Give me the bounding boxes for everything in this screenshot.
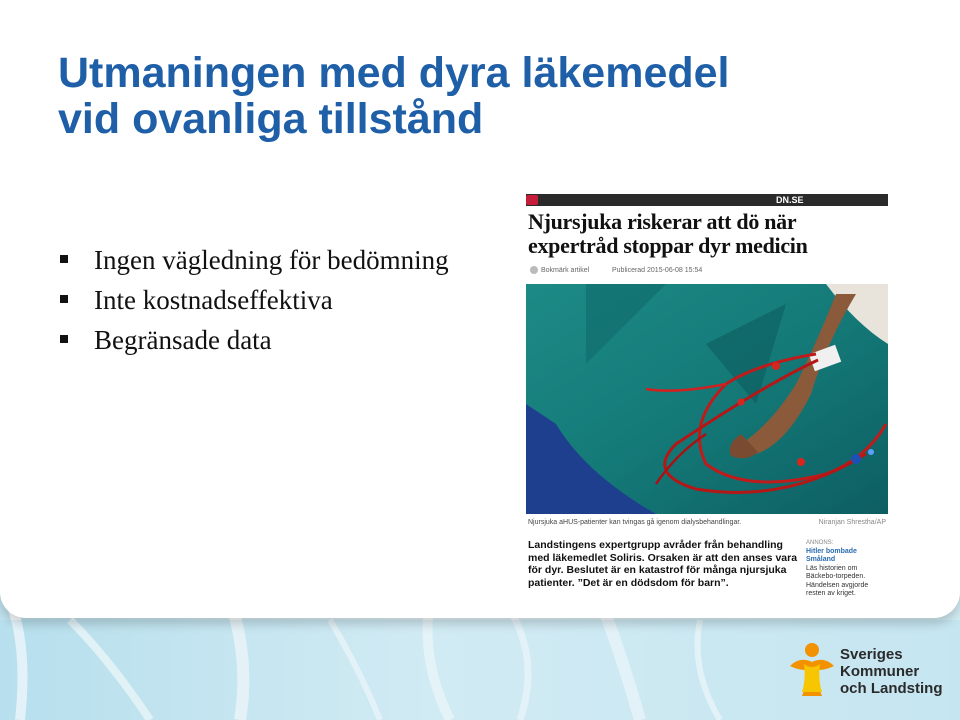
title-line-1: Utmaningen med dyra läkemedel <box>58 49 730 97</box>
ad-title: Hitler bombade Småland <box>806 547 857 563</box>
bookmark-icon <box>530 266 538 274</box>
logo-wordmark <box>840 646 943 697</box>
bullet-text: Begränsade data <box>94 325 272 355</box>
dialysis-photo <box>526 284 888 514</box>
bullet-text: Ingen vägledning för bedömning <box>94 245 449 275</box>
logo-line-2: Kommuner <box>840 663 920 680</box>
news-clipping <box>526 194 888 597</box>
article-meta <box>530 264 886 278</box>
article-lead: Landstingens expertgrupp avråder från behandling med läkemedlet Soliris. Orsaken är att den anses vara för dyr. Beslutet är en katastrof för många njursjuka patienter. ”Det är en dödsdom för barn”. <box>528 539 798 589</box>
ad-label: ANNONS: <box>806 540 834 546</box>
bullet-item <box>58 280 449 320</box>
caption-text: Njursjuka aHUS-patienter kan tvingas gå igenom dialysbehandlingar. <box>528 519 742 526</box>
ad-text: Läs historien om Bäckebo-torpeden. Händelsen avgjorde resten av kriget. <box>806 564 869 597</box>
bullet-text: Inte kostnadseffektiva <box>94 285 333 315</box>
published-date: Publicerad 2015-06-08 15:54 <box>612 267 703 274</box>
news-site-header <box>526 194 888 206</box>
bookmark-label: Bokmärk artikel <box>541 267 590 274</box>
bullet-item <box>58 240 449 280</box>
square-bullet-icon <box>60 335 68 343</box>
photo-caption <box>528 518 886 528</box>
article-headline: Njursjuka riskerar att dö när expertråd stoppar dyr medicin <box>528 209 808 258</box>
bullet-list <box>58 240 449 360</box>
site-logo-icon <box>526 195 538 205</box>
title-line-2: vid ovanliga tillstånd <box>58 95 484 143</box>
slide-title <box>58 50 878 142</box>
logo-line-3: och Landsting <box>840 680 943 697</box>
ad-box <box>806 539 888 599</box>
photo-credit: Niranjan Shrestha/AP <box>818 519 886 526</box>
site-brand: DN.SE <box>776 195 804 205</box>
logo-line-1: Sveriges <box>840 646 903 663</box>
skl-emblem-icon <box>782 640 838 702</box>
square-bullet-icon <box>60 255 68 263</box>
bullet-item <box>58 320 449 360</box>
skl-logo <box>782 640 942 702</box>
square-bullet-icon <box>60 295 68 303</box>
